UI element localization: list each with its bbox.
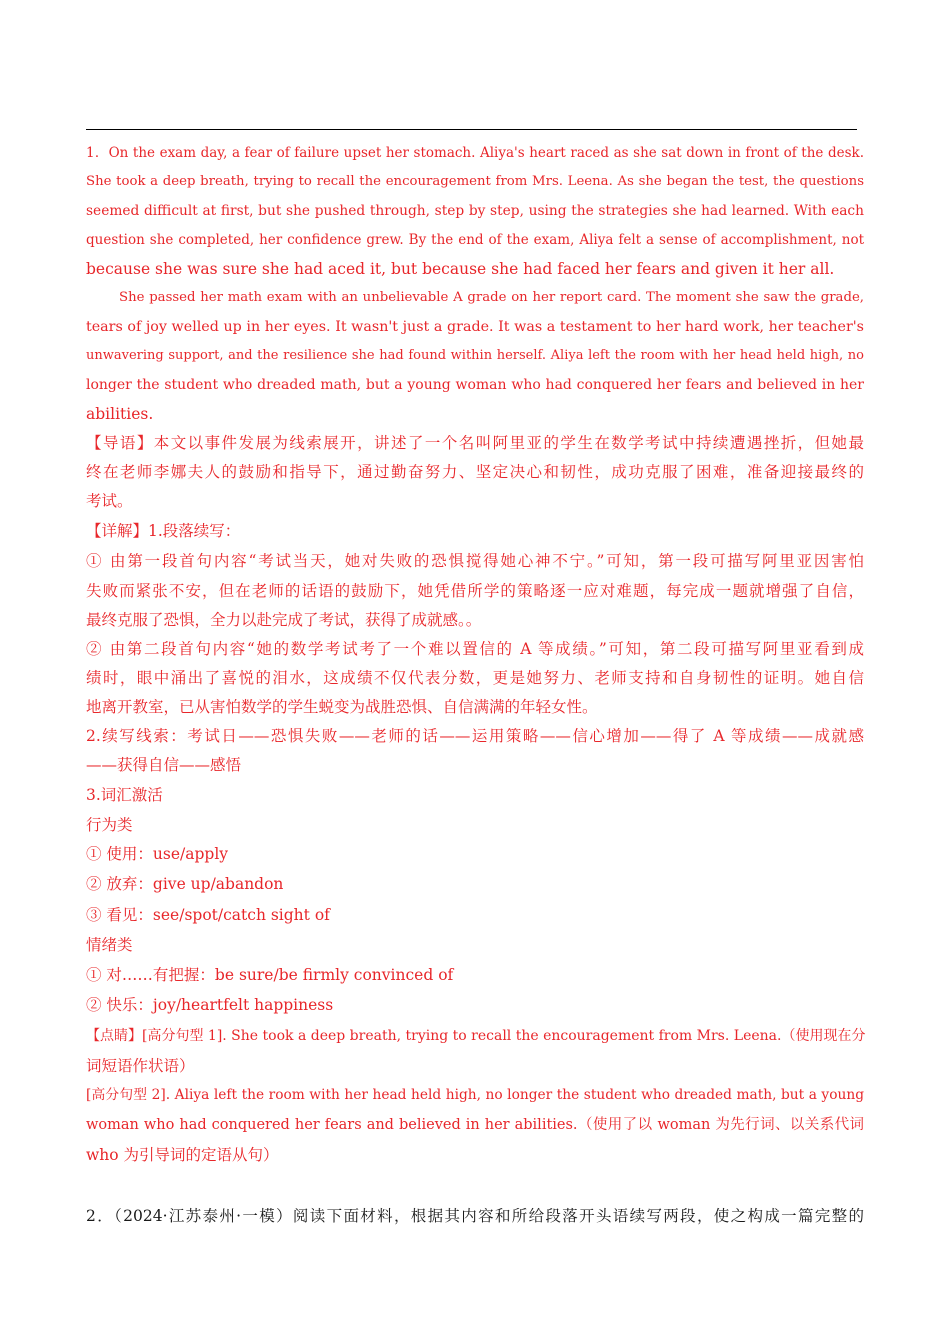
detail-line: ② 快乐：joy/heartfelt happiness — [86, 996, 334, 1014]
answer-line: She took a deep breath, trying to recall the encouragement from Mrs. Leena. As she began the test, the questions — [86, 174, 864, 189]
answer-line: She passed her math exam with an unbelievable A grade on her report card. The moment she saw the grade, — [119, 290, 864, 305]
answer-line: unwavering support, and the resilience she had found within herself. Aliya left the room with her head held high, no — [86, 348, 864, 363]
detail-line: 行为类 — [86, 816, 133, 834]
detail-line: 【详解】1.段落续写： — [86, 522, 241, 540]
detail-line: 地离开教室，已从害怕数学的学生蜕变为战胜恐惧、自信满满的年轻女性。 — [86, 698, 598, 716]
highlight-line: [高分句型 2]. Aliya left the room with her head held high, no longer the student who dreaded math, but a young — [86, 1087, 864, 1103]
answer-line: question she completed, her confidence grew. By the end of the exam, Aliya felt a sense of accomplishment, not — [86, 232, 864, 248]
answer-line: longer the student who dreaded math, but a young woman who had conquered her fears and believed in her — [86, 377, 864, 393]
answer-line: because she was sure she had aced it, but because she had faced her fears and given it her all. — [86, 260, 835, 278]
detail-line: ——获得自信——感悟 — [86, 756, 242, 774]
detail-line: 最终克服了恐惧，全力以赴完成了考试，获得了成就感。。 — [86, 611, 482, 629]
answer-line: seemed difficult at first, but she pushed through, step by step, using the strategies she had learned. With each — [86, 203, 864, 219]
detail-line: ② 放弃：give up/abandon — [86, 875, 284, 893]
detail-line: ① 使用：use/apply — [86, 845, 229, 863]
guide-line: 【导语】本文以事件发展为线索展开，讲述了一个名叫阿里亚的学生在数学考试中持续遭遇挫折，但她最 — [86, 434, 864, 452]
answer-line: tears of joy welled up in her eyes. It wasn't just a grade. It was a testament to her hard work, her teacher's — [86, 319, 864, 335]
answer-line: 1．On the exam day, a fear of failure upset her stomach. Aliya's heart raced as she sat down in front of the desk. — [86, 145, 864, 161]
highlight-line: 词短语作状语） — [86, 1057, 195, 1075]
guide-line: 终在老师李娜夫人的鼓励和指导下，通过勤奋努力、坚定决心和韧性，成功克服了困难，准备迎接最终的 — [86, 463, 864, 481]
detail-line: 3.词汇激活 — [86, 786, 163, 804]
detail-line: ① 由第一段首句内容“考试当天，她对失败的恐惧搅得她心神不宁。”可知，第一段可描写阿里亚因害怕 — [86, 552, 864, 570]
highlight-line: 【点睛】[高分句型 1]. She took a deep breath, trying to recall the encouragement from Mrs. Leena.（使用现在分 — [86, 1028, 866, 1044]
detail-line: ① 对……有把握：be sure/be firmly convinced of — [86, 966, 454, 984]
detail-line: ② 由第二段首句内容“她的数学考试考了一个难以置信的 A 等成绩。”可知，第二段可描写阿里亚看到成 — [86, 640, 864, 658]
answer-line: abilities. — [86, 405, 154, 423]
question-2-heading: 2．（2024·江苏泰州·一模）阅读下面材料，根据其内容和所给段落开头语续写两段，使之构成一篇完整的 — [86, 1207, 864, 1225]
guide-line: 考试。 — [86, 492, 133, 510]
highlight-line: woman who had conquered her fears and believed in her abilities.（使用了以 woman 为先行词、以关系代词 — [86, 1117, 864, 1133]
detail-line: 失败而紧张不安，但在老师的话语的鼓励下，她凭借所学的策略逐一应对难题，每完成一题就增强了自信， — [86, 582, 864, 600]
detail-line: ③ 看见：see/spot/catch sight of — [86, 906, 330, 924]
detail-line: 情绪类 — [86, 936, 133, 954]
horizontal-rule — [86, 129, 857, 130]
detail-line: 绩时，眼中涌出了喜悦的泪水，这成绩不仅代表分数，更是她努力、老师支持和自身韧性的证明。她自信 — [86, 669, 864, 687]
detail-line: 2.续写线索：考试日——恐惧失败——老师的话——运用策略——信心增加——得了 A 等成绩——成就感 — [86, 727, 864, 745]
highlight-line: who 为引导词的定语从句） — [86, 1146, 279, 1164]
